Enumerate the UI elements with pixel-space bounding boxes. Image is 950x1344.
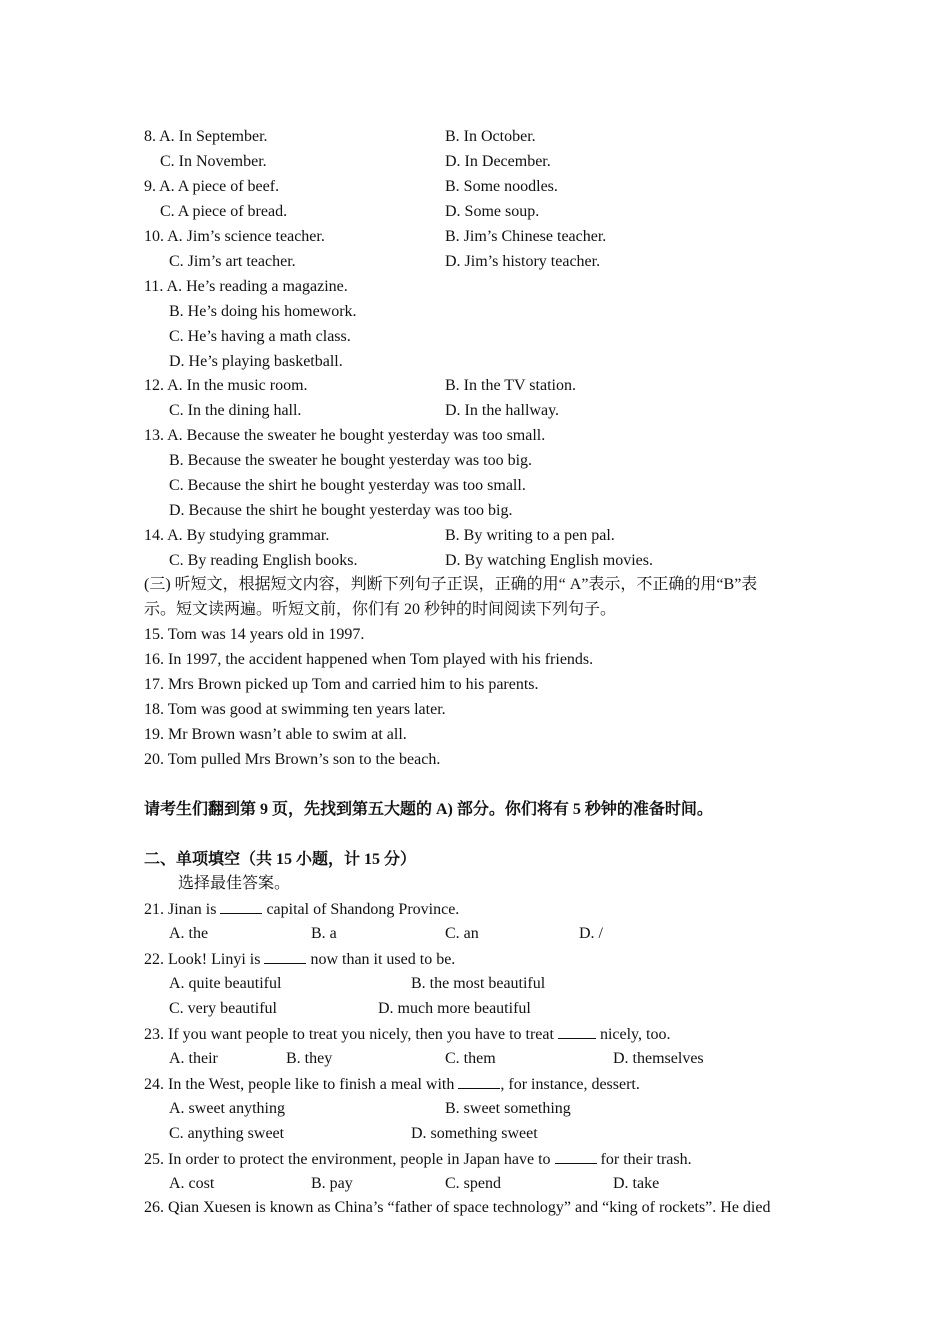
q12-option-a: 12. A. In the music room. [144,377,308,394]
section3-instruction-line2: 示。短文读两遍。听短文前，你们有 20 秒钟的时间阅读下列句子。 [144,601,617,618]
q23-option-b: B. they [286,1050,333,1067]
q21-option-b: B. a [311,925,337,942]
q12-option-d: D. In the hallway. [445,402,560,419]
turn-page-notice: 请考生们翻到第 9 页，先找到第五大题的 A) 部分。你们将有 5 秒钟的准备时间。 [144,801,713,818]
q23-option-c: C. them [445,1050,496,1067]
q13-option-d: D. Because the shirt he bought yesterday was too big. [169,502,513,519]
q12-option-c: C. In the dining hall. [169,402,302,419]
q10-option-a: 10. A. Jim’s science teacher. [144,228,325,245]
q11-option-c: C. He’s having a math class. [169,328,351,345]
q10-option-c: C. Jim’s art teacher. [169,253,296,270]
q22-option-d: D. much more beautiful [378,1000,531,1017]
q25-option-c: C. spend [445,1175,501,1192]
q23-stem [144,1024,670,1045]
statement-15: 15. Tom was 14 years old in 1997. [144,626,365,643]
q8-option-b: B. In October. [445,128,536,145]
q25-blank [555,1149,597,1164]
q9-option-d: D. Some soup. [445,203,540,220]
q24-option-a: A. sweet anything [169,1100,285,1117]
statement-16: 16. In 1997, the accident happened when Tom played with his friends. [144,651,594,668]
q9-option-b: B. Some noodles. [445,178,558,195]
q24-option-b: B. sweet something [445,1100,571,1117]
q23-stem-post: nicely, too. [595,1026,671,1043]
q9-option-a: 9. A. A piece of beef. [144,178,280,195]
q25-stem-pre: 25. In order to protect the environment, people in Japan have to [144,1151,555,1168]
q26-stem: 26. Qian Xuesen is known as China’s “father of space technology” and “king of rockets”. He died [144,1199,771,1216]
q13-option-b: B. Because the sweater he bought yesterday was too big. [169,452,533,469]
q11-option-a: 11. A. He’s reading a magazine. [144,278,348,295]
q14-option-d: D. By watching English movies. [445,552,653,569]
statement-18: 18. Tom was good at swimming ten years later. [144,701,446,718]
q21-stem-post: capital of Shandong Province. [262,901,460,918]
q10-option-d: D. Jim’s history teacher. [445,253,601,270]
q22-blank [264,949,306,964]
section3-instruction-line1: (三) 听短文，根据短文内容，判断下列句子正误，正确的用“ A”表示，不正确的用“B”表 [144,576,758,593]
q24-option-c: C. anything sweet [169,1125,285,1142]
q14-option-c: C. By reading English books. [169,552,358,569]
q13-option-a: 13. A. Because the sweater he bought yesterday was too small. [144,427,546,444]
q14-option-b: B. By writing to a pen pal. [445,527,615,544]
q25-option-a: A. cost [169,1175,215,1192]
q8-option-c: C. In November. [160,153,267,170]
statement-19: 19. Mr Brown wasn’t able to swim at all. [144,726,407,743]
q22-stem-pre: 22. Look! Linyi is [144,951,265,968]
q13-option-c: C. Because the shirt he bought yesterday was too small. [169,477,526,494]
q23-option-d: D. themselves [613,1050,704,1067]
q22-option-c: C. very beautiful [169,1000,277,1017]
q11-option-b: B. He’s doing his homework. [169,303,357,320]
q24-stem-post: , for instance, dessert. [500,1076,640,1093]
q21-stem-pre: 21. Jinan is [144,901,221,918]
q24-option-d: D. something sweet [411,1125,538,1142]
q24-stem-pre: 24. In the West, people like to finish a meal with [144,1076,459,1093]
q21-blank [220,899,262,914]
q9-option-c: C. A piece of bread. [160,203,288,220]
q23-option-a: A. their [169,1050,218,1067]
q12-option-b: B. In the TV station. [445,377,576,394]
q24-stem [144,1074,640,1095]
q22-stem [144,949,455,970]
q23-blank [558,1024,596,1039]
q25-stem [144,1149,692,1170]
q22-stem-post: now than it used to be. [306,951,456,968]
q22-option-a: A. quite beautiful [169,975,282,992]
q25-option-d: D. take [613,1175,660,1192]
q10-option-b: B. Jim’s Chinese teacher. [445,228,607,245]
q21-option-d: D. / [579,925,603,942]
q24-blank [458,1074,500,1089]
q21-option-c: C. an [445,925,479,942]
q8-option-a: 8. A. In September. [144,128,268,145]
statement-17: 17. Mrs Brown picked up Tom and carried him to his parents. [144,676,539,693]
q11-option-d: D. He’s playing basketball. [169,353,343,370]
q25-option-b: B. pay [311,1175,353,1192]
statement-20: 20. Tom pulled Mrs Brown’s son to the beach. [144,751,441,768]
section2-title: 二、单项填空（共 15 小题，计 15 分） [144,851,417,868]
q8-option-d: D. In December. [445,153,551,170]
q21-option-a: A. the [169,925,209,942]
q22-option-b: B. the most beautiful [411,975,546,992]
q14-option-a: 14. A. By studying grammar. [144,527,330,544]
q23-stem-pre: 23. If you want people to treat you nicely, then you have to treat [144,1026,558,1043]
q25-stem-post: for their trash. [596,1151,692,1168]
section2-instruction: 选择最佳答案。 [178,875,291,892]
q21-stem [144,899,459,920]
